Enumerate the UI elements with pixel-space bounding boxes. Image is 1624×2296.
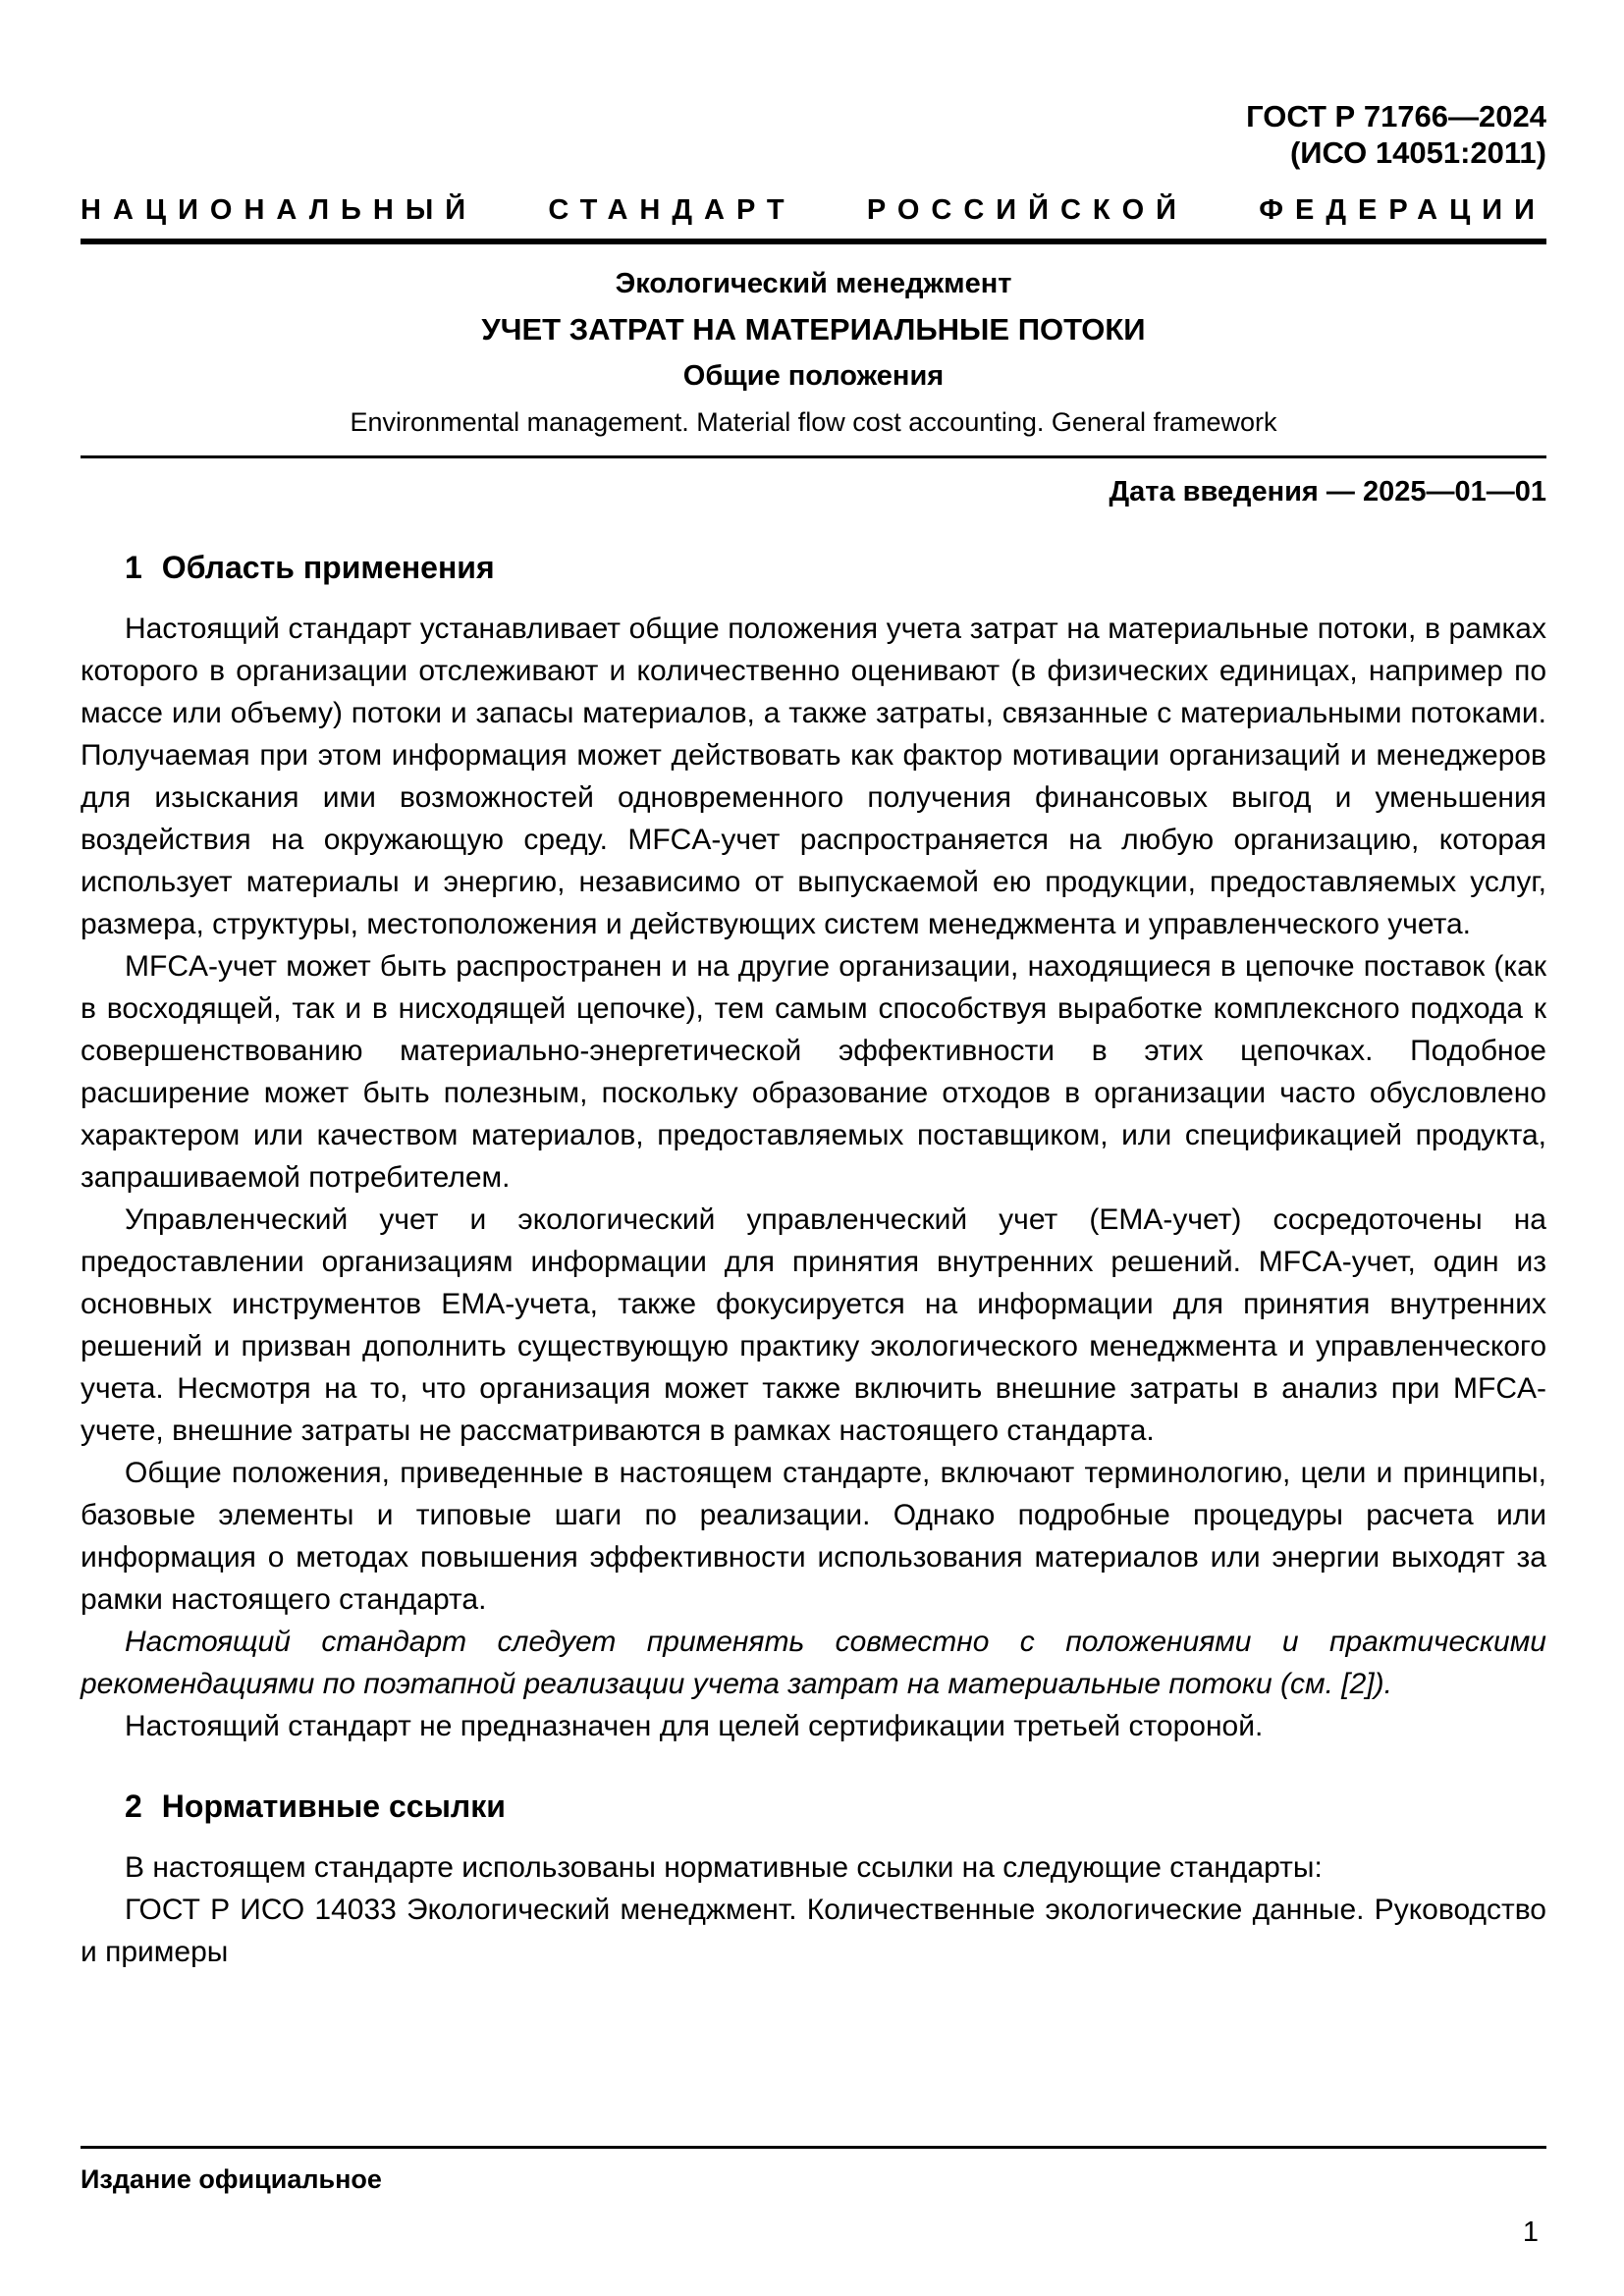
paragraph: В настоящем стандарте использованы нормативные ссылки на следующие стандарты: xyxy=(125,1851,1323,1884)
doc-number: ГОСТ Р 71766—2024 xyxy=(1246,99,1546,133)
paragraph: Настоящий стандарт не предназначен для целей сертификации третьей стороной. xyxy=(125,1710,1264,1742)
paragraph: MFCA-учет может быть распространен и на другие организации, находящиеся в цепочке поставок (как в восходящей, так и в нисходящей цепочке), тем самым способствуя выработке комплексного подхода к совершенствованию материально-энергетической эффективности в этих цепочках. Подобное расширение может быть полезным, поскольку образование отходов в организации часто обусловлено характером или качеством материалов, предоставляемых поставщиком, или спецификацией продукта, запрашиваемой потребителем. xyxy=(81,950,1546,1194)
footer-divider xyxy=(81,2146,1546,2149)
paragraph-italic-note: Настоящий стандарт следует применять совместно с положениями и практическими рекомендациями по поэтапной реализации учета затрат на материальные потоки (см. [2]). xyxy=(81,1626,1546,1700)
paragraph: Общие положения, приведенные в настоящем стандарте, включают терминологию, цели и принципы, базовые элементы и типовые шаги по реализации. Однако подробные процедуры расчета или информация о методах повышения эффективности использования материалов или энергии выходят за рамки настоящего стандарта. xyxy=(81,1457,1546,1616)
section-1-number: 1 xyxy=(125,550,142,585)
paragraph: Настоящий стандарт устанавливает общие положения учета затрат на материальные потоки, в рамках которого в организации отслеживают и количественно оценивают (в физических единицах, например по массе или объему) потоки и запасы материалов, а также затраты, связанные с материальными потоками. Получаемая при этом информация может действовать как фактор мотивации организаций и менеджеров для изыскания ими возможностей одновременного получения финансовых выгод и уменьшения воздействия на окружающую среду. MFCA-учет распространяется на любую организацию, которая использует материалы и энергию, независимо от выпускаемой ею продукции, предоставляемых услуг, размера, структуры, местоположения и действующих систем менеджмента и управленческого учета. xyxy=(81,613,1546,940)
doc-subtitle: Общие положения xyxy=(682,360,945,392)
page-footer xyxy=(81,2146,1546,2248)
divider-thick xyxy=(81,239,1546,244)
effective-date: Дата введения — 2025—01—01 xyxy=(1109,476,1546,507)
page-number: 1 xyxy=(1522,2216,1539,2248)
edition-note: Издание официальное xyxy=(81,2164,382,2194)
title-block xyxy=(81,268,1546,438)
doc-number-iso: (ИСО 14051:2011) xyxy=(1289,135,1546,170)
doc-header xyxy=(81,98,1546,171)
doc-title-english: Environmental management. Material flow cost accounting. General framework xyxy=(350,407,1277,437)
divider-thin xyxy=(81,455,1546,458)
section-1-heading xyxy=(81,550,1546,586)
section-2-number: 2 xyxy=(125,1789,142,1824)
standard-type-banner: НАЦИОНАЛЬНЫЙ СТАНДАРТ РОССИЙСКОЙ ФЕДЕРАЦИИ xyxy=(81,194,1546,226)
section-1-title: Область применения xyxy=(161,550,495,585)
paragraph: ГОСТ Р ИСО 14033 Экологический менеджмент. Количественные экологические данные. Руководство и примеры xyxy=(81,1894,1546,1968)
paragraph: Управленческий учет и экологический управленческий учет (EMA-учет) сосредоточены на предоставлении организациям информации для принятия внутренних решений. MFCA-учет, один из основных инструментов EMA-учета, также фокусируется на информации для принятия внутренних решений и призван дополнить существующую практику экологического менеджмента и управленческого учета. Несмотря на то, что организация может также включить внешние затраты в анализ при MFCA-учете, внешние затраты не рассматриваются в рамках настоящего стандарта. xyxy=(81,1203,1546,1447)
section-2-heading xyxy=(81,1789,1546,1825)
doc-title: УЧЕТ ЗАТРАТ НА МАТЕРИАЛЬНЫЕ ПОТОКИ xyxy=(481,312,1146,347)
doc-subject: Экологический менеджмент xyxy=(615,268,1012,299)
section-2-title: Нормативные ссылки xyxy=(161,1789,506,1824)
